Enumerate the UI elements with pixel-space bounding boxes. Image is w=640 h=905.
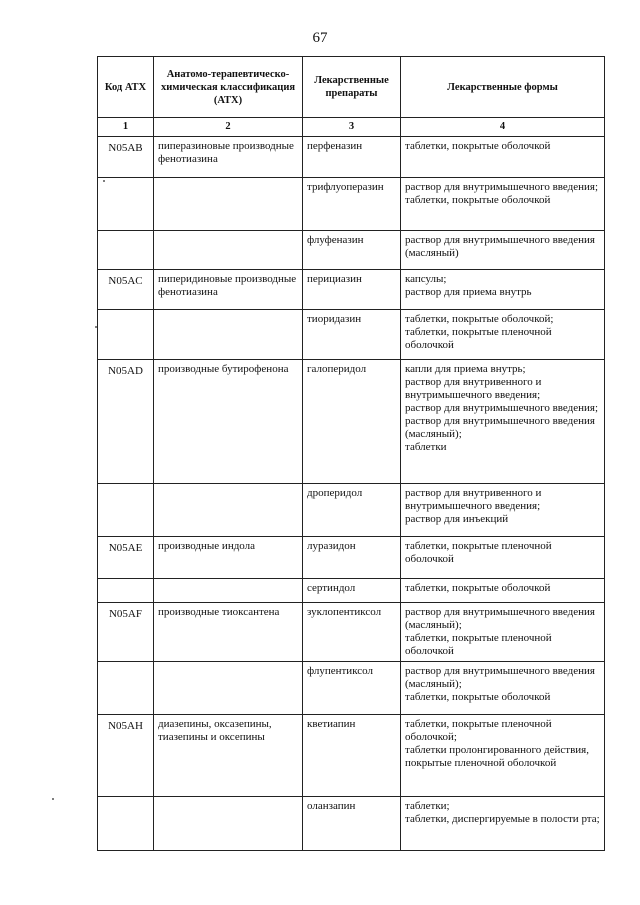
drug-name-cell: перициазин (303, 270, 401, 310)
dosage-form-item: раствор для внутримышечного введения (масляный); (405, 415, 595, 440)
column-number: 4 (401, 118, 605, 137)
drug-name-cell: луразидон (303, 537, 401, 579)
classification-cell (154, 579, 303, 603)
dosage-form-item: таблетки, покрытые пленочной оболочкой (405, 632, 552, 657)
header-atc-code: Код АТХ (98, 57, 154, 118)
scan-speck (103, 180, 105, 182)
drug-name-cell: галоперидол (303, 360, 401, 484)
table-body (98, 137, 605, 851)
atc-code-cell (98, 178, 154, 231)
dosage-form-item: таблетки, покрытые оболочкой (405, 691, 551, 703)
dosage-form-item: раствор для внутримышечного введения; (405, 402, 599, 414)
drug-name-cell: оланзапин (303, 797, 401, 851)
column-number: 1 (98, 118, 154, 137)
dosage-form-item: таблетки, диспергируемые в полости рта; (405, 813, 600, 825)
dosage-forms-cell (401, 137, 605, 178)
dosage-form-item: таблетки (405, 441, 447, 453)
drug-name-cell: тиоридазин (303, 310, 401, 360)
classification-cell (154, 178, 303, 231)
header-drugs: Лекарственные препараты (303, 57, 401, 118)
atc-code-cell (98, 484, 154, 537)
table-row (98, 537, 605, 579)
atc-code-cell: N05AF (98, 603, 154, 662)
dosage-forms-cell (401, 662, 605, 715)
classification-cell: диазепины, оксазепины, тиазепины и оксепины (154, 715, 303, 797)
table-row (98, 579, 605, 603)
dosage-form-item: таблетки, покрытые оболочкой (405, 582, 551, 594)
classification-cell: производные бутирофенона (154, 360, 303, 484)
table-row (98, 137, 605, 178)
atc-code-cell (98, 797, 154, 851)
dosage-form-item: таблетки, покрытые пленочной оболочкой; (405, 718, 552, 743)
dosage-form-item: раствор для инъекций (405, 513, 509, 525)
dosage-form-item: раствор для приема внутрь (405, 286, 532, 298)
drug-name-cell: трифлуоперазин (303, 178, 401, 231)
dosage-forms-cell (401, 231, 605, 270)
header-row (98, 57, 605, 118)
dosage-forms-cell (401, 270, 605, 310)
dosage-form-item: таблетки пролонгированного действия, покрытые пленочной оболочкой (405, 744, 589, 769)
classification-cell (154, 231, 303, 270)
classification-cell: производные индола (154, 537, 303, 579)
dosage-form-item: раствор для внутримышечного введения; (405, 181, 599, 193)
classification-cell (154, 310, 303, 360)
atc-code-cell (98, 310, 154, 360)
table-row (98, 603, 605, 662)
drug-name-cell: флуфеназин (303, 231, 401, 270)
dosage-form-item: раствор для внутримышечного введения (масляный); (405, 665, 595, 690)
scan-speck (52, 798, 54, 800)
atc-code-cell: N05AE (98, 537, 154, 579)
atc-code-cell: N05AB (98, 137, 154, 178)
dosage-forms-cell (401, 310, 605, 360)
dosage-form-item: раствор для внутримышечного введения (масляный); (405, 606, 595, 631)
dosage-forms-cell (401, 178, 605, 231)
dosage-forms-cell (401, 360, 605, 484)
table-row (98, 484, 605, 537)
dosage-forms-cell (401, 484, 605, 537)
dosage-form-item: таблетки, покрытые пленочной оболочкой (405, 540, 552, 565)
dosage-form-item: таблетки, покрытые пленочной оболочкой (405, 326, 552, 351)
classification-cell (154, 662, 303, 715)
dosage-form-item: таблетки, покрытые оболочкой; (405, 313, 554, 325)
table-row (98, 360, 605, 484)
column-number: 3 (303, 118, 401, 137)
dosage-form-item: раствор для внутримышечного введения (масляный) (405, 234, 595, 259)
table-row (98, 797, 605, 851)
dosage-forms-cell (401, 579, 605, 603)
table-row (98, 310, 605, 360)
header-forms: Лекарственные формы (401, 57, 605, 118)
atc-code-cell: N05AD (98, 360, 154, 484)
dosage-forms-cell (401, 715, 605, 797)
atc-code-cell (98, 231, 154, 270)
classification-cell: пиперидиновые производные фенотиазина (154, 270, 303, 310)
drug-name-cell: перфеназин (303, 137, 401, 178)
dosage-form-item: таблетки; (405, 800, 450, 812)
dosage-form-item: таблетки, покрытые оболочкой (405, 140, 551, 152)
atc-code-cell (98, 579, 154, 603)
dosage-form-item: раствор для внутривенного и внутримышечного введения; (405, 487, 542, 512)
drug-name-cell: кветиапин (303, 715, 401, 797)
table-row (98, 231, 605, 270)
header-classification: Анатомо-терапевтическо-химическая классификация (АТХ) (154, 57, 303, 118)
dosage-form-item: раствор для внутривенного и внутримышечного введения; (405, 376, 542, 401)
dosage-forms-cell (401, 537, 605, 579)
drug-name-cell: зуклопентиксол (303, 603, 401, 662)
dosage-forms-cell (401, 603, 605, 662)
table-row (98, 715, 605, 797)
atc-code-cell: N05AC (98, 270, 154, 310)
drug-name-cell: флупентиксол (303, 662, 401, 715)
dosage-form-item: таблетки, покрытые оболочкой (405, 194, 551, 206)
dosage-forms-cell (401, 797, 605, 851)
classification-cell: пиперазиновые производные фенотиазина (154, 137, 303, 178)
classification-cell (154, 797, 303, 851)
dosage-form-item: капли для приема внутрь; (405, 363, 526, 375)
table-row (98, 662, 605, 715)
table-row (98, 270, 605, 310)
dosage-form-item: капсулы; (405, 273, 447, 285)
column-number: 2 (154, 118, 303, 137)
scan-speck (95, 326, 97, 328)
drug-name-cell: дроперидол (303, 484, 401, 537)
column-number-row (98, 118, 605, 137)
atc-code-cell (98, 662, 154, 715)
page-number: 67 (312, 30, 328, 46)
classification-cell (154, 484, 303, 537)
atc-code-cell: N05AH (98, 715, 154, 797)
drug-classification-table (97, 56, 605, 851)
table-row (98, 178, 605, 231)
drug-name-cell: сертиндол (303, 579, 401, 603)
classification-cell: производные тиоксантена (154, 603, 303, 662)
